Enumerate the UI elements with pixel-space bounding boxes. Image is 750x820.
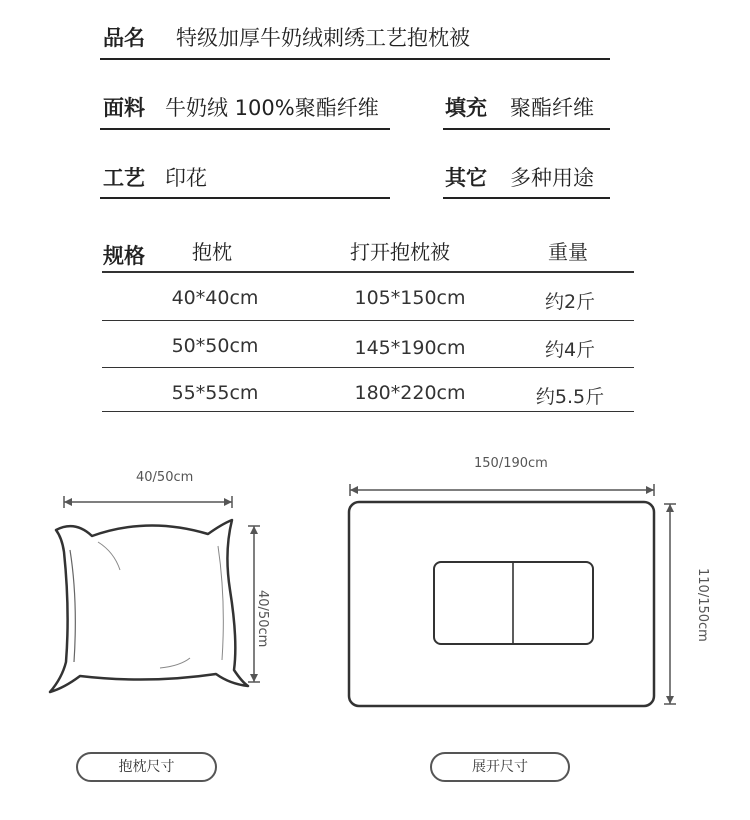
table-cell: 105*150cm — [354, 287, 466, 309]
craft-label: 工艺 — [103, 166, 145, 190]
pillow-icon — [40, 490, 280, 700]
divider — [100, 197, 390, 199]
divider — [443, 128, 610, 130]
table-cell: 145*190cm — [354, 337, 466, 359]
name-value: 特级加厚牛奶绒刺绣工艺抱枕被 — [176, 26, 470, 50]
pillow-width-label: 40/50cm — [136, 470, 194, 485]
other-label: 其它 — [445, 166, 487, 190]
fabric-value: 牛奶绒 100%聚酯纤维 — [165, 96, 379, 120]
divider — [100, 58, 610, 60]
table-header: 抱枕 — [192, 240, 232, 264]
unfolded-size-caption: 展开尺寸 — [430, 752, 570, 782]
fabric-label: 面料 — [103, 96, 145, 120]
table-header: 重量 — [548, 240, 588, 264]
quilt-height-label: 110/150cm — [695, 568, 710, 642]
table-rule — [102, 320, 634, 321]
table-cell: 40*40cm — [171, 287, 259, 309]
craft-value: 印花 — [165, 166, 207, 190]
table-cell: 50*50cm — [171, 335, 259, 357]
table-rule — [102, 271, 634, 273]
table-row-label: 规格 — [103, 244, 145, 268]
filling-value: 聚酯纤维 — [510, 96, 594, 120]
quilt-icon — [340, 478, 680, 710]
other-value: 多种用途 — [510, 166, 594, 190]
table-header: 打开抱枕被 — [350, 240, 450, 264]
table-cell: 约4斤 — [544, 339, 596, 361]
table-cell: 约2斤 — [544, 291, 596, 313]
table-rule — [102, 367, 634, 368]
divider — [443, 197, 610, 199]
filling-label: 填充 — [445, 96, 487, 120]
divider — [100, 128, 390, 130]
pillow-height-label: 40/50cm — [255, 590, 270, 648]
quilt-width-label: 150/190cm — [474, 456, 548, 471]
table-cell: 180*220cm — [354, 382, 466, 404]
table-cell: 55*55cm — [171, 382, 259, 404]
pillow-size-caption: 抱枕尺寸 — [76, 752, 217, 782]
name-label: 品名 — [103, 26, 145, 50]
table-rule — [102, 411, 634, 412]
table-cell: 约5.5斤 — [535, 386, 605, 408]
